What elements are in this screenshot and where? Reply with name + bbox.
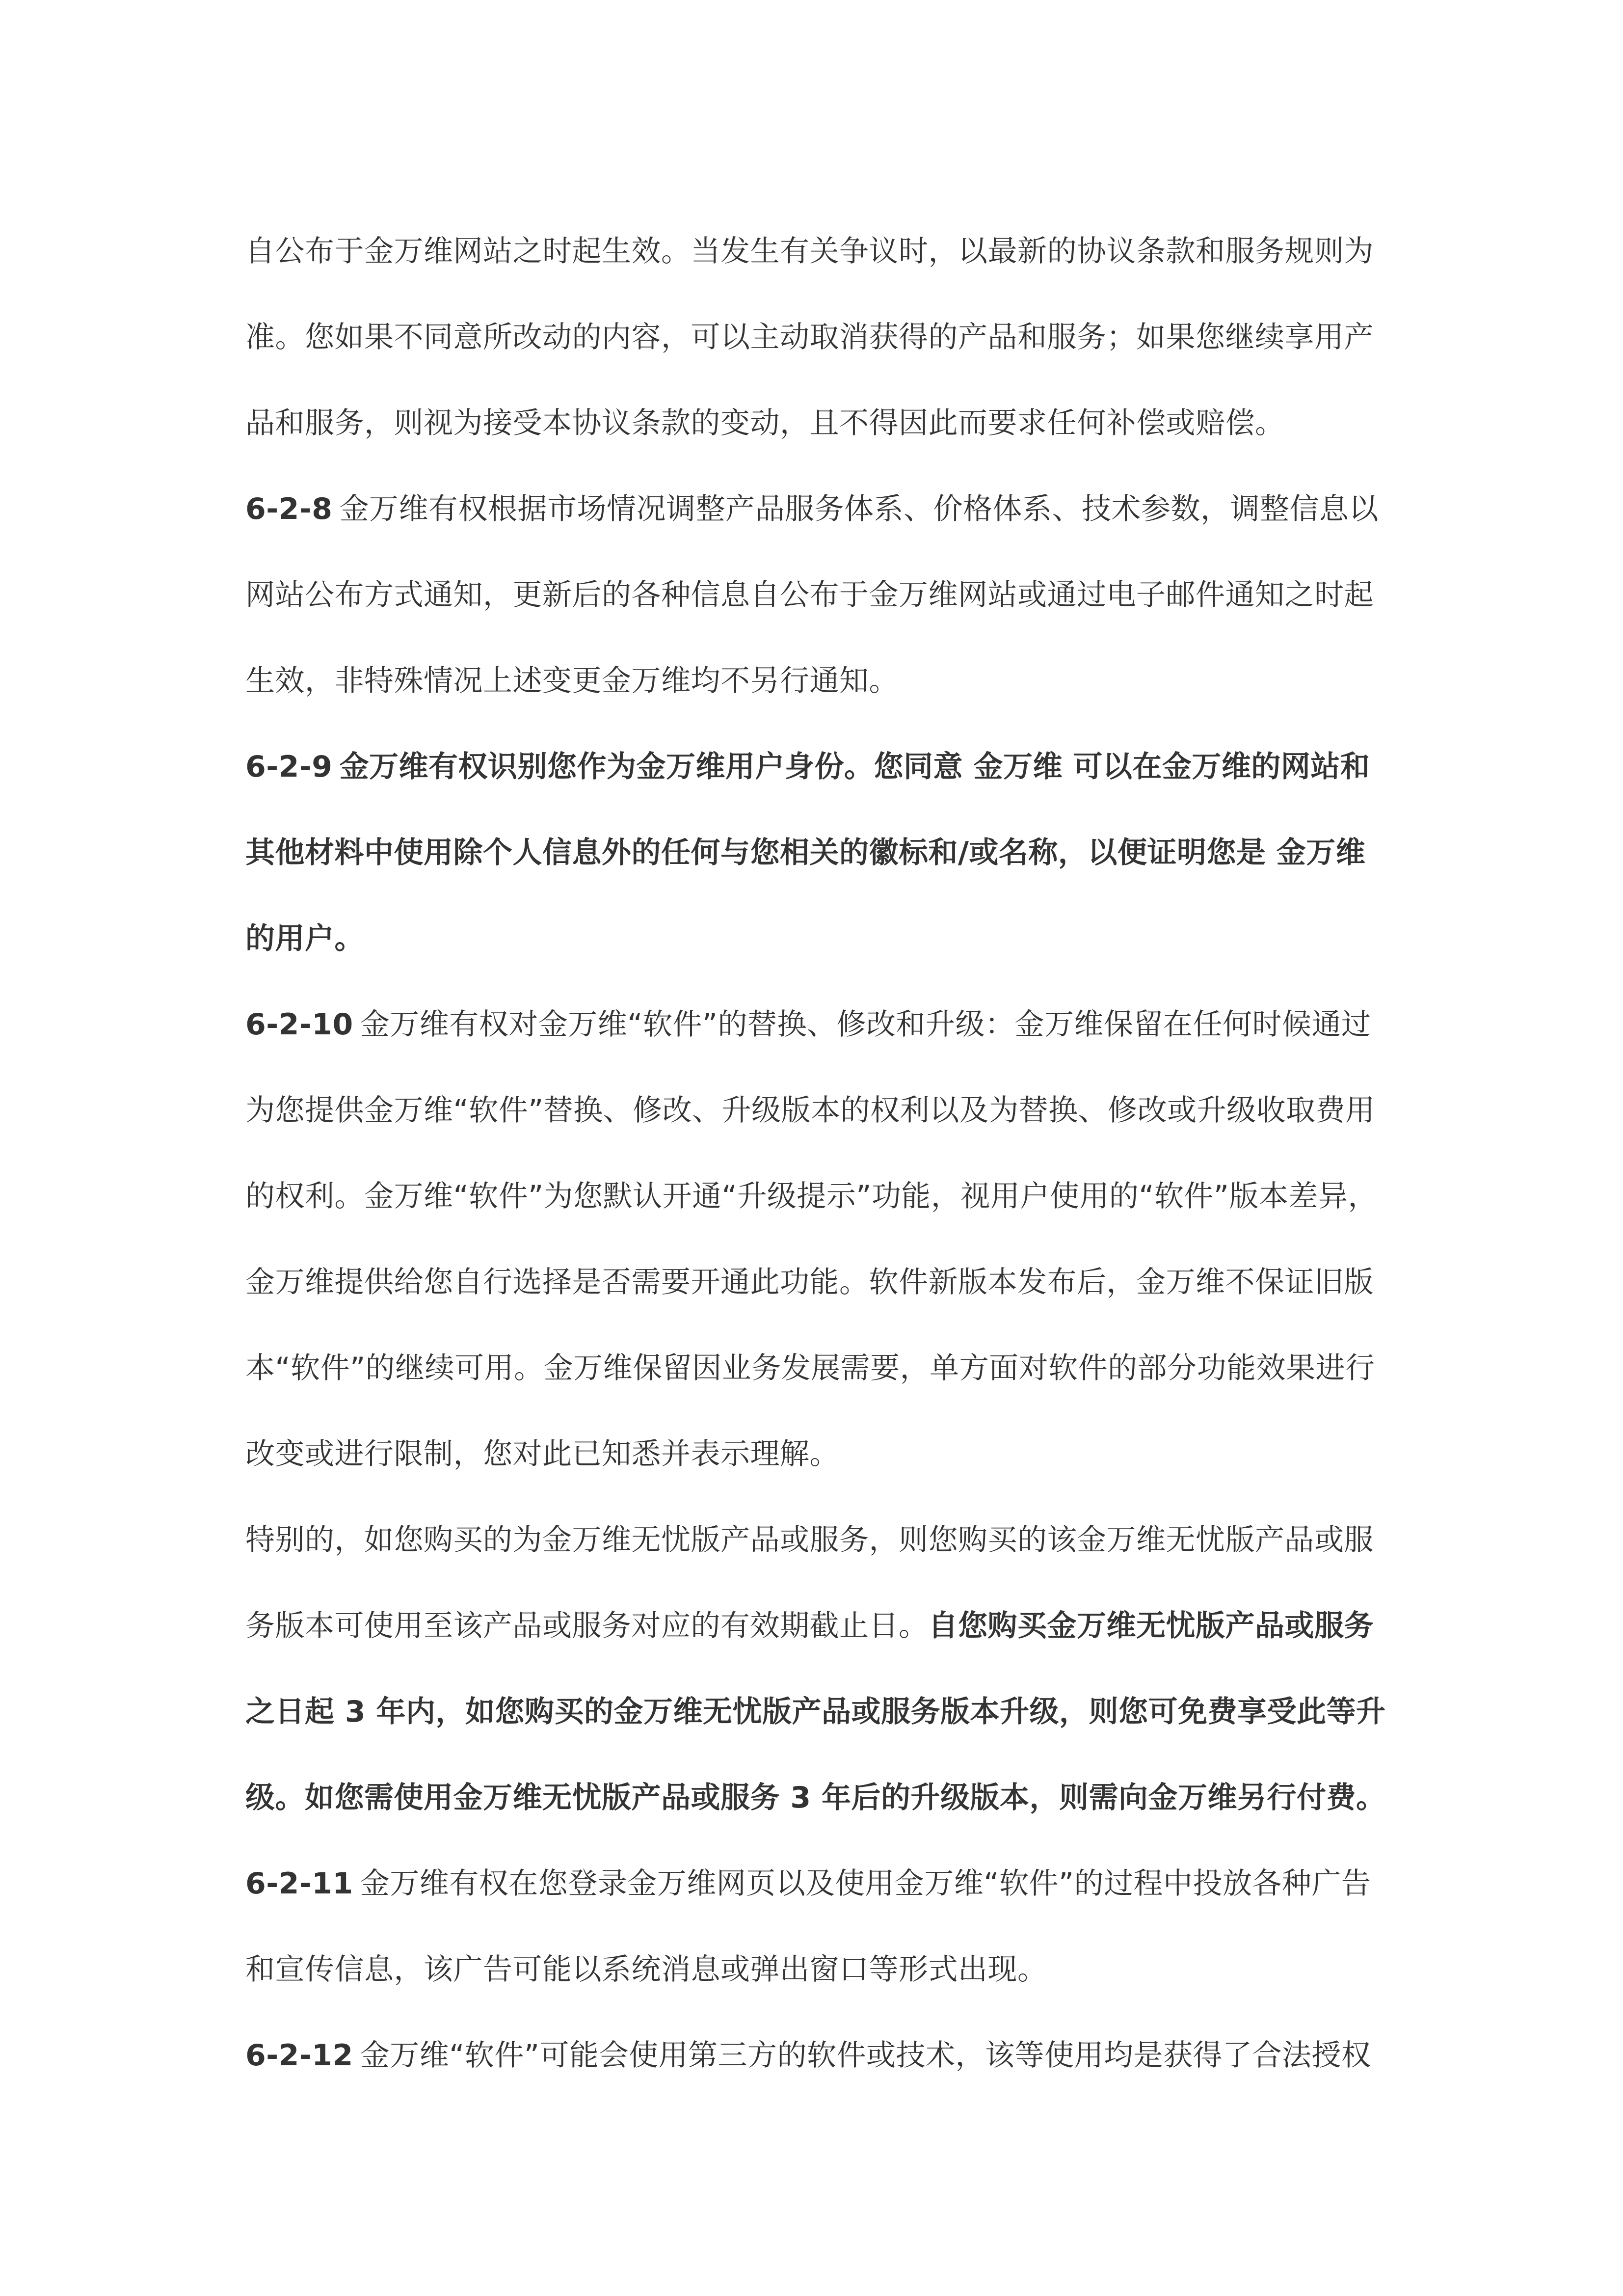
paragraph-text: 自公布于金万维网站之时起生效。当发生有关争议时，以最新的协议条款和服务规则为准。您如果不同意所改动的内容，可以主动取消获得的产品和服务；如果您继续享用产品和服务，则视为接受本协议条款的变动，且不得因此而要求任何补偿或赔偿。 [245,234,1374,440]
paragraph-intro [245,209,1394,466]
clause-number: 6-2-8 [245,492,333,526]
clause-6-2-8 [245,466,1394,724]
clause-text: 金万维有权对金万维“软件”的替换、修改和升级：金万维保留在任何时候通过为您提供金万维“软件”替换、修改、升级版本的权利以及为替换、修改或升级收取费用的权利。金万维“软件”为您默认开通“升级提示”功能，视用户使用的“软件”版本差异，金万维提供给您自行选择是否需要开通此功能。软件新版本发布后，金万维不保证旧版本“软件”的继续可用。金万维保留因业务发展需要，单方面对软件的部分功能效果进行改变或进行限制，您对此已知悉并表示理解。 [245,1007,1378,1471]
paragraph-text: 特别的，如您购买的为金万维无忧版产品或服务，则您购买的该金万维无忧版产品或服务版本可使用至该产品或服务对应的有效期截止日。 [245,1523,1374,1643]
clause-number: 6-2-11 [245,1866,353,1901]
document-body [245,209,1394,2099]
paragraph-text-bold: 自您购买金万维无忧版产品或服务之日起 3 年内，如您购买的金万维无忧版产品或服务版本升级，则您可免费享受此等升级。如您需使用金万维无忧版产品或服务 3 年后的升级版本，则需向金万维另行付费。 [245,1609,1386,1815]
paragraph-special [245,1497,1394,1841]
clause-6-2-11 [245,1841,1394,2013]
clause-text: 金万维有权在您登录金万维网页以及使用金万维“软件”的过程中投放各种广告和宣传信息，该广告可能以系统消息或弹出窗口等形式出现。 [245,1866,1371,1987]
clause-6-2-12 [245,2013,1394,2099]
clause-6-2-10 [245,982,1394,1497]
clause-text: 金万维“软件”可能会使用第三方的软件或技术，该等使用均是获得了合法授权 [360,2038,1371,2073]
clause-number: 6-2-12 [245,2038,353,2073]
clause-6-2-9 [245,724,1394,982]
clause-text: 金万维有权根据市场情况调整产品服务体系、价格体系、技术参数，调整信息以网站公布方式通知，更新后的各种信息自公布于金万维网站或通过电子邮件通知之时起生效，非特殊情况上述变更金万维均不另行通知。 [245,492,1379,698]
clause-text: 金万维有权识别您作为金万维用户身份。您同意 金万维 可以在金万维的网站和其他材料中使用除个人信息外的任何与您相关的徽标和/或名称，以便证明您是 金万维的用户。 [245,750,1370,956]
clause-number: 6-2-9 [245,750,333,784]
clause-number: 6-2-10 [245,1007,353,1042]
